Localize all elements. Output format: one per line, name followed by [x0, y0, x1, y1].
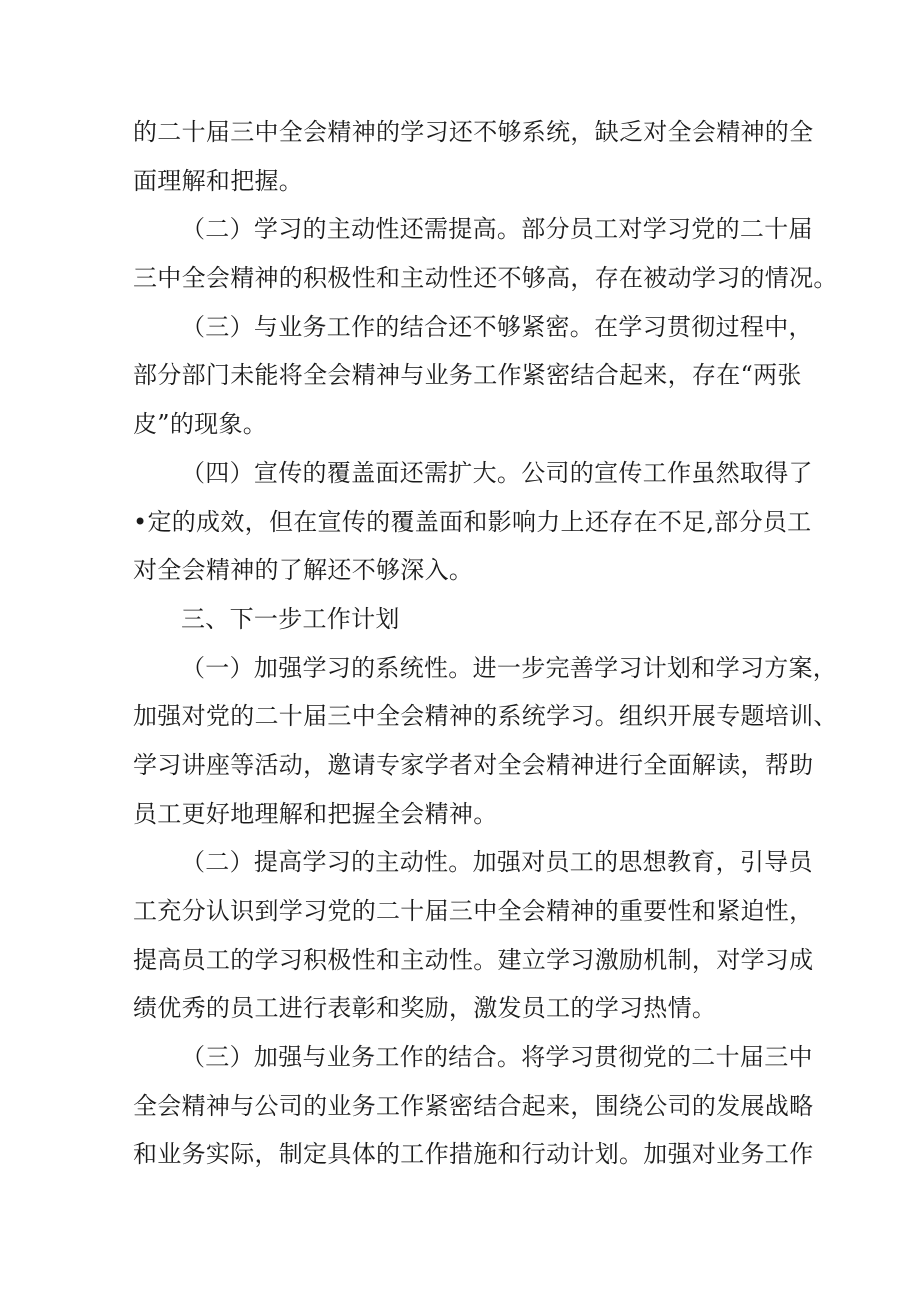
text-line: 加强对党的二十届三中全会精神的系统学习。组织开展专题培训、	[133, 702, 838, 731]
text-line: 对全会精神的了解还不够深入。	[133, 556, 474, 585]
text-line: •定的成效，但在宣传的覆盖面和影响力上还存在不足,部分员工	[133, 507, 812, 536]
paragraph-start-line: （四）宣传的覆盖面还需扩大。公司的宣传工作虽然取得了	[181, 458, 813, 487]
paragraph-start-line: （一）加强学习的系统性。进一步完善学习计划和学习方案，	[181, 653, 838, 682]
paragraph-start-line: （二）学习的主动性还需提高。部分员工对学习党的二十届	[181, 215, 813, 244]
text-line: 全会精神与公司的业务工作紧密结合起来，围绕公司的发展战略	[133, 1091, 814, 1120]
text-line: 绩优秀的员工进行表彰和奖励，激发员工的学习热情。	[133, 994, 717, 1023]
section-heading: 三、下一步工作计划	[181, 604, 400, 633]
text-line: 和业务实际，制定具体的工作措施和行动计划。加强对业务工作	[133, 1140, 814, 1169]
text-line: 部分部门未能将全会精神与业务工作紧密结合起来，存在“两张	[133, 361, 802, 390]
text-line: 员工更好地理解和把握全会精神。	[133, 799, 498, 828]
paragraph-start-line: （三）与业务工作的结合还不够紧密。在学习贯彻过程中，	[181, 312, 813, 341]
text-line: 工充分认识到学习党的二十届三中全会精神的重要性和紧迫性，	[133, 897, 814, 925]
text-line: 学习讲座等活动，邀请专家学者对全会精神进行全面解读，帮助	[133, 750, 814, 779]
body-text	[133, 108, 838, 1179]
text-line: 皮”的现象。	[133, 410, 268, 439]
text-line: 面理解和把握。	[133, 166, 304, 195]
text-line: 的二十届三中全会精神的学习还不够系统，缺乏对全会精神的全	[133, 118, 814, 146]
text-line: 提高员工的学习积极性和主动性。建立学习激励机制，对学习成	[133, 945, 814, 974]
paragraph-start-line: （三）加强与业务工作的结合。将学习贯彻党的二十届三中	[181, 1043, 813, 1072]
text-line: 三中全会精神的积极性和主动性还不够高，存在被动学习的情况。	[133, 264, 838, 293]
paragraph-start-line: （二）提高学习的主动性。加强对员工的思想教育，引导员	[181, 848, 813, 877]
